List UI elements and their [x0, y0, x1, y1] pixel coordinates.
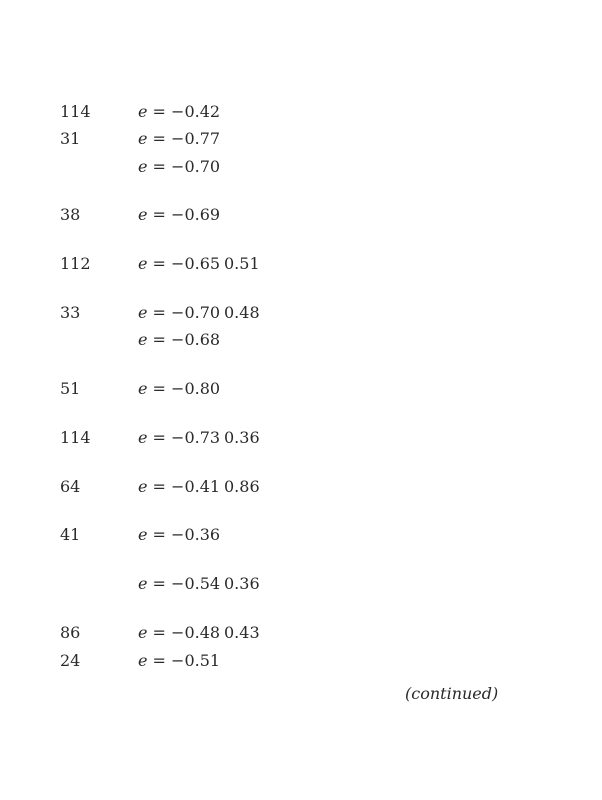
- e-value-cell: [138, 476, 220, 498]
- e-symbol: e: [138, 379, 148, 398]
- e-value-cell: [138, 573, 220, 595]
- count-cell: 114: [60, 102, 91, 121]
- value-cell: 0.36: [224, 574, 260, 593]
- e-value: = −0.42: [147, 102, 221, 121]
- e-value: = −0.70: [147, 157, 221, 176]
- e-value: = −0.69: [147, 205, 221, 224]
- e-symbol: e: [138, 525, 148, 544]
- value-cell: 0.48: [224, 303, 260, 322]
- e-value: = −0.80: [147, 379, 221, 398]
- e-symbol: e: [138, 623, 148, 642]
- e-symbol: e: [138, 303, 148, 322]
- e-value: = −0.70: [147, 303, 221, 322]
- e-symbol: e: [138, 157, 148, 176]
- count-cell: 112: [60, 254, 91, 273]
- count-cell: 41: [60, 525, 81, 544]
- e-symbol: e: [138, 205, 148, 224]
- count-cell: 51: [60, 379, 81, 398]
- e-value-cell: [138, 302, 220, 324]
- count-cell: 33: [60, 303, 81, 322]
- e-value-cell: [138, 156, 220, 178]
- e-value-cell: [138, 329, 220, 351]
- e-symbol: e: [138, 428, 148, 447]
- count-cell: 24: [60, 651, 81, 670]
- value-cell: 0.43: [224, 623, 260, 642]
- e-symbol: e: [138, 102, 148, 121]
- count-cell: 38: [60, 205, 81, 224]
- e-value-cell: [138, 128, 220, 150]
- e-value: = −0.73: [147, 428, 221, 447]
- e-symbol: e: [138, 129, 148, 148]
- count-cell: 86: [60, 623, 81, 642]
- e-value: = −0.36: [147, 525, 221, 544]
- e-value: = −0.41: [147, 477, 221, 496]
- value-cell: 0.36: [224, 428, 260, 447]
- count-cell: 31: [60, 129, 81, 148]
- e-value-cell: [138, 101, 220, 123]
- e-symbol: e: [138, 574, 148, 593]
- e-value-cell: [138, 378, 220, 400]
- e-value: = −0.51: [147, 651, 221, 670]
- count-cell: 64: [60, 477, 81, 496]
- e-symbol: e: [138, 651, 148, 670]
- value-cell: 0.51: [224, 254, 260, 273]
- e-value: = −0.54: [147, 574, 221, 593]
- e-value-cell: [138, 253, 220, 275]
- e-value-cell: [138, 427, 220, 449]
- value-cell: 0.86: [224, 477, 260, 496]
- e-value: = −0.77: [147, 129, 221, 148]
- e-value-cell: [138, 524, 220, 546]
- e-value-cell: [138, 650, 220, 672]
- e-value: = −0.65: [147, 254, 221, 273]
- e-value: = −0.68: [147, 330, 221, 349]
- e-symbol: e: [138, 254, 148, 273]
- e-value: = −0.48: [147, 623, 221, 642]
- e-value-cell: [138, 204, 220, 226]
- e-symbol: e: [138, 330, 148, 349]
- count-cell: 114: [60, 428, 91, 447]
- e-value-cell: [138, 622, 220, 644]
- e-symbol: e: [138, 477, 148, 496]
- continued-note: (continued): [405, 684, 499, 703]
